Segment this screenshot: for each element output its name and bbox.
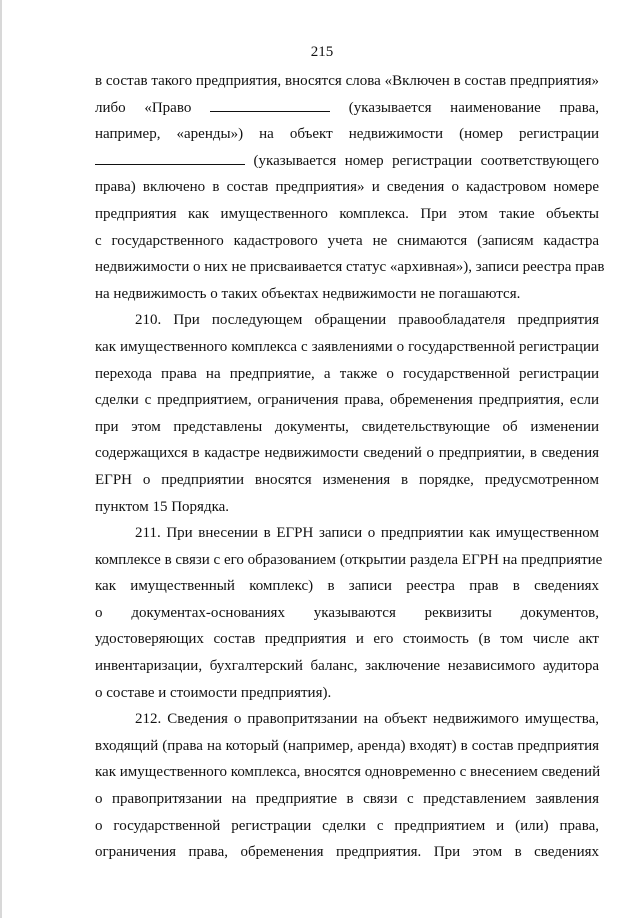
page-number: 215 bbox=[310, 44, 334, 60]
text-line: комплексе в связи с его образованием (открытии раздела ЕГРН на предприятие bbox=[95, 551, 603, 568]
text-line: недвижимости о них не присваивается статус «архивная»), записи реестра прав bbox=[95, 259, 605, 276]
text-line: как имущественного комплекса, вносятся одновременно с внесением сведений bbox=[95, 764, 601, 781]
text-line bbox=[95, 148, 599, 175]
text-line: как имущественного комплекса с заявлениями о государственной регистрации bbox=[95, 338, 599, 355]
text-line: содержащихся в кадастре недвижимости сведений о предприятии, в сведения bbox=[95, 445, 599, 462]
text-line: входящий (права на который (например, аренда) входят) в состав предприятия bbox=[95, 737, 599, 754]
text-line: удостоверяющих состав предприятия и его стоимость (в том числе акт bbox=[95, 631, 599, 648]
text-fragment: либо «Право bbox=[95, 99, 192, 116]
text-line: например, «аренды») на объект недвижимости (номер регистрации bbox=[95, 126, 599, 143]
paragraph-211 bbox=[95, 520, 603, 706]
paragraph-continuation bbox=[95, 68, 605, 307]
text-line: 210. При последующем обращении правообладателя предприятия bbox=[135, 312, 599, 329]
text-line: инвентаризации, бухгалтерский баланс, заключение независимого аудитора bbox=[95, 658, 599, 675]
text-fragment: (указывается номер регистрации соответствующего bbox=[253, 152, 599, 169]
text-line: ЕГРН о предприятии вносятся изменения в порядке, предусмотренном bbox=[95, 471, 599, 488]
text-line: при этом представлены документы, свидетельствующие об изменении bbox=[95, 418, 599, 435]
blank-field bbox=[95, 150, 245, 165]
text-line: 211. При внесении в ЕГРН записи о предприятии как имущественном bbox=[135, 525, 599, 542]
text-line: ограничения права, обременения предприятия. При этом в сведениях bbox=[95, 844, 599, 861]
text-line: пунктом 15 Порядка. bbox=[95, 498, 230, 515]
text-line: о государственной регистрации сделки с предприятием и (или) права, bbox=[95, 817, 599, 834]
paragraph-212 bbox=[95, 706, 599, 866]
text-line: с государственного кадастрового учета не снимаются (записям кадастра bbox=[95, 232, 599, 249]
text-line: на недвижимость о таких объектах недвижимости не погашаются. bbox=[95, 285, 521, 302]
text-line bbox=[95, 95, 599, 122]
text-fragment: (указывается наименование права, bbox=[348, 99, 600, 116]
paragraph-210 bbox=[95, 307, 599, 520]
blank-field bbox=[210, 97, 330, 112]
text-line: права) включено в состав предприятия» и сведения о кадастровом номере bbox=[95, 179, 599, 196]
text-line: о правопритязании на предприятие в связи с представлением заявления bbox=[95, 791, 599, 808]
text-line: перехода права на предприятие, а также о государственной регистрации bbox=[95, 365, 599, 382]
text-line: как имущественный комплекс) в записи реестра прав в сведениях bbox=[95, 578, 599, 595]
text-line: предприятия как имущественного комплекса. При этом такие объекты bbox=[95, 205, 599, 222]
text-line: 212. Сведения о правопритязании на объект недвижимого имущества, bbox=[135, 711, 599, 728]
text-line: сделки с предприятием, ограничения права, обременения предприятия, если bbox=[95, 392, 599, 409]
text-line: о документах-основаниях указываются реквизиты документов, bbox=[95, 604, 599, 621]
body-text bbox=[95, 68, 605, 866]
text-line: о составе и стоимости предприятия). bbox=[95, 684, 332, 701]
text-line: в состав такого предприятия, вносятся слова «Включен в состав предприятия» bbox=[95, 73, 599, 89]
